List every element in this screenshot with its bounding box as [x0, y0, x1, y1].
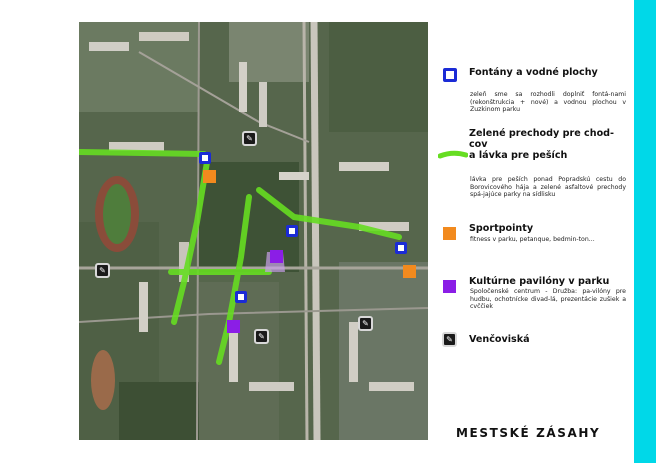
legend-sport-desc-block	[470, 236, 626, 244]
dog-run-marker[interactable]	[358, 316, 373, 331]
cyan-accent-strip	[634, 0, 656, 463]
pavilion-marker[interactable]	[227, 320, 240, 333]
legend-fountains-desc: zeleň sme sa rozhodli doplniť fontá-nami (rekonštrukcia + nové) a vodnou plochou v Zuzkinom parku	[470, 91, 626, 114]
pavilion-marker[interactable]	[270, 250, 283, 263]
legend-fountains	[469, 67, 627, 78]
building	[349, 322, 358, 382]
dog-run-marker[interactable]	[254, 329, 269, 344]
urban-block	[199, 282, 279, 440]
sports-track	[91, 350, 115, 410]
legend-sport	[469, 223, 627, 234]
park-area	[119, 382, 199, 440]
legend-sport-desc: fitness v parku, petanque, bedmin-ton...	[470, 236, 595, 243]
sports-field	[103, 184, 131, 244]
dog-run-glyph: ✎	[446, 335, 453, 344]
building	[279, 172, 309, 180]
aerial-map-drawing	[79, 22, 428, 440]
building	[369, 382, 414, 391]
building	[89, 42, 129, 51]
legend-dogs	[469, 334, 627, 345]
dog-run-icon: ✎	[258, 332, 265, 341]
pavilion-square-icon	[443, 280, 456, 293]
green-path	[79, 152, 204, 154]
sportpoint-marker[interactable]	[403, 265, 416, 278]
fountain-marker[interactable]	[395, 242, 407, 254]
dog-run-icon	[442, 332, 457, 347]
legend-crossings-title-line2: a lávka pre peších	[469, 150, 568, 161]
aerial-map[interactable]	[79, 22, 428, 440]
building	[139, 32, 189, 41]
legend-pavilions-desc: Spoločenské centrum - Družba: pa-vilóny pre hudbu, ochotnícke divad-lá, prezentácie zušiek a cvččiek	[470, 288, 626, 311]
water-square-icon	[443, 68, 457, 82]
fountain-marker[interactable]	[199, 152, 211, 164]
building	[139, 282, 148, 332]
legend-fountains-desc-block	[470, 91, 626, 114]
building	[239, 62, 247, 112]
dog-run-marker[interactable]	[95, 263, 110, 278]
legend-dogs-title: Venčoviská	[469, 334, 530, 345]
urban-block	[329, 22, 428, 132]
legend-crossings-desc-block	[470, 176, 626, 199]
sport-square-icon	[443, 227, 456, 240]
building	[249, 382, 294, 391]
legend-sport-title: Sportpointy	[469, 223, 534, 234]
legend-pavilions-title: Kultúrne pavilóny v parku	[469, 276, 610, 287]
dog-run-marker[interactable]	[242, 131, 257, 146]
sportpoint-marker[interactable]	[203, 170, 216, 183]
legend-crossings-title-line1: Zelené prechody pre chod-cov	[469, 128, 615, 150]
building	[259, 82, 267, 127]
main-road	[314, 22, 317, 440]
building	[339, 162, 389, 171]
legend-pavilions	[469, 276, 627, 287]
green-path-icon	[438, 148, 468, 162]
page-title: MESTSKÉ ZÁSAHY	[456, 426, 601, 440]
legend-crossings-desc: lávka pre peších ponad Popradskú cestu do Borovicového hája a zelené asfaltové prechody spá-jajúce parky na sídlisku	[470, 176, 626, 199]
dog-run-icon: ✎	[246, 134, 253, 143]
fountain-marker[interactable]	[286, 225, 298, 237]
dog-run-icon: ✎	[362, 319, 369, 328]
legend-crossings	[469, 128, 627, 161]
fountain-marker[interactable]	[235, 291, 247, 303]
legend-fountains-title: Fontány a vodné plochy	[469, 67, 598, 78]
legend-pavilions-desc-block	[470, 288, 626, 311]
dog-run-icon: ✎	[99, 266, 106, 275]
